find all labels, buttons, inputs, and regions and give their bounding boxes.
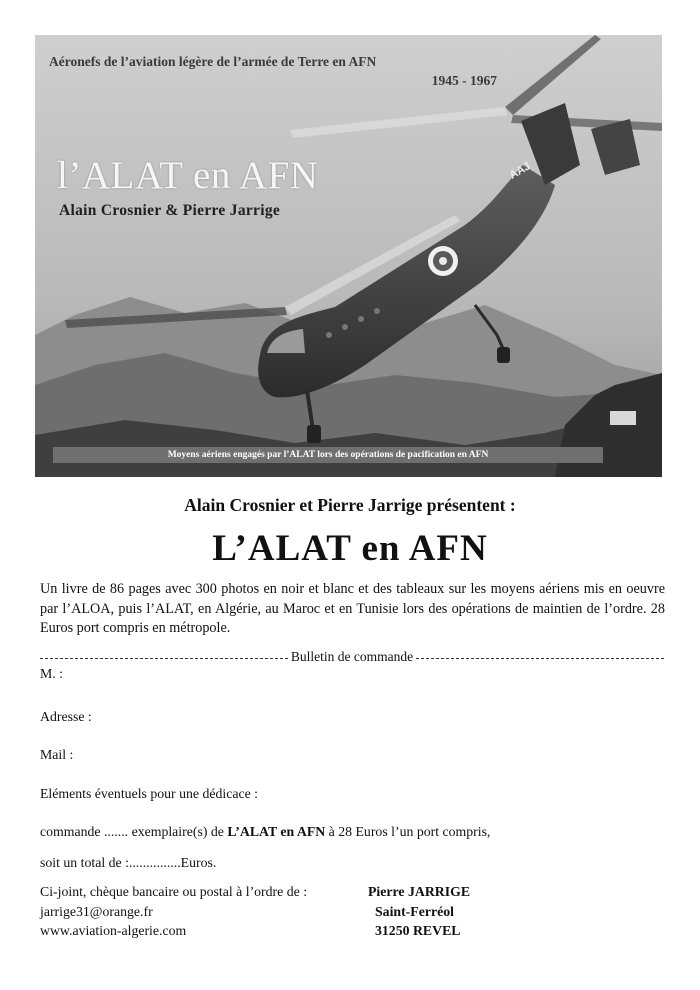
cover-caption: Moyens aériens engagés par l’ALAT lors des opérations de pacification en AFN: [53, 447, 603, 463]
order-form-heading: Bulletin de commande: [290, 649, 414, 664]
payment-instruction: Ci-joint, chèque bancaire ou postal à l’ordre de :: [40, 884, 308, 899]
cover-authors: Alain Crosnier & Pierre Jarrige: [59, 202, 281, 219]
cover-subtitle-text: Aéronefs de l’aviation légère de l’armée de Terre en AFN: [49, 54, 377, 69]
payee-name: Pierre JARRIGE: [368, 884, 471, 899]
address-field-label: Adresse :: [40, 709, 92, 724]
payee-city: 31250 REVEL: [375, 923, 461, 938]
divider-line-left: [40, 658, 288, 659]
order-quantity-line: [40, 824, 490, 840]
order-total-line: soit un total de :...............Euros.: [40, 855, 217, 870]
book-title: L’ALAT en AFN: [212, 528, 488, 569]
tail-code: AAJ: [507, 160, 533, 182]
name-field-label: M. :: [40, 666, 63, 681]
payee-address-block: [368, 882, 470, 941]
cover-photo: [35, 35, 662, 477]
order-quantity-prefix: commande ....... exemplaire(s) de: [40, 824, 228, 839]
payee-town: Saint-Ferréol: [375, 903, 454, 919]
cover-title: l’ALAT en AFN: [57, 154, 319, 197]
book-description: Un livre de 86 pages avec 300 photos en noir et blanc et des tableaux sur les moyens aériens mis en oeuvre par l’ALOA, puis l’ALAT, en Algérie, au Maroc et en Tunisie lors des opérations de maintien de l’ordre. 28 Euros port compris en métropole.: [40, 581, 665, 636]
order-book-title: L’ALAT en AFN: [227, 824, 326, 839]
presents-heading: Alain Crosnier et Pierre Jarrige présentent :: [184, 495, 516, 515]
contact-email: jarrige31@orange.fr: [40, 903, 153, 919]
cover-subtitle: [49, 52, 497, 90]
divider-line-right: [416, 658, 664, 659]
contact-website: www.aviation-algerie.com: [40, 923, 187, 938]
order-form-divider: [40, 649, 664, 665]
payment-contact-block: [40, 882, 307, 941]
order-quantity-suffix: à 28 Euros l’un port compris,: [325, 824, 491, 839]
helicopter-illustration: [35, 35, 662, 477]
cover-years: 1945 - 1967: [431, 73, 497, 88]
dedication-field-label: Eléments éventuels pour une dédicace :: [40, 786, 258, 801]
mail-field-label: Mail :: [40, 747, 74, 762]
